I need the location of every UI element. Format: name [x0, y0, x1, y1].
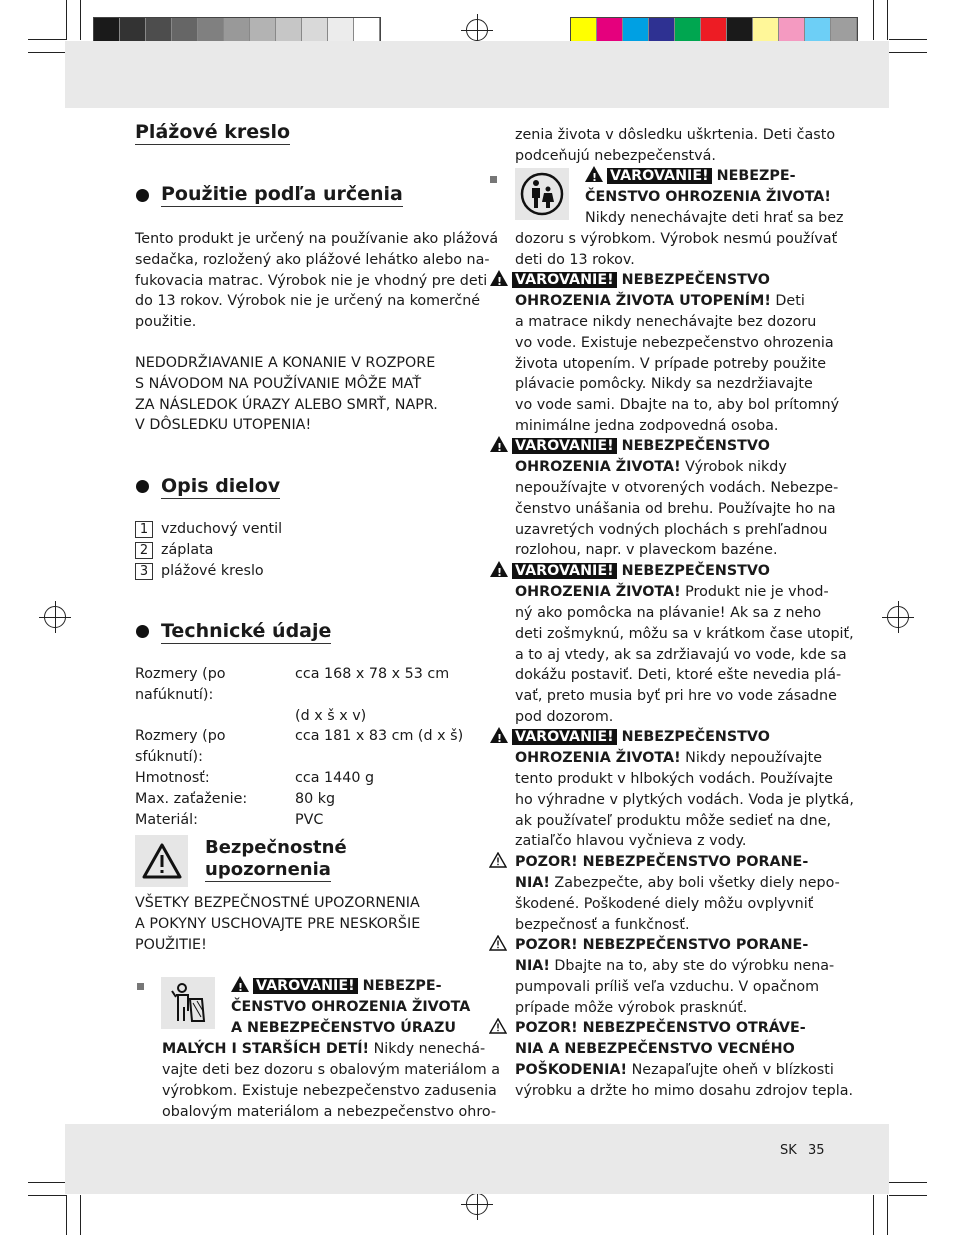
text-line: bezpečnosť a funkčnosť.	[515, 916, 690, 933]
caution-emph: NIA!	[515, 958, 550, 974]
text-line: ný ako pomôcka na plávanie! Ak sa z neho	[515, 605, 822, 621]
caution-body: Zabezpečte, aby boli všetky diely nepo-	[549, 875, 840, 891]
text-line: pumpovali príliš veľa vzduchu. V opačnom	[515, 979, 820, 995]
warning-text: NEBEZPE-	[362, 978, 442, 994]
warning-body	[515, 229, 837, 271]
list-item	[135, 561, 282, 582]
crop-mark	[887, 1195, 888, 1235]
text-line: zatiaľčo hlavou vyčnieva z vody.	[515, 833, 747, 850]
text-line: fukovacia matrac. Výrobok nie je vhodný pre deti	[135, 272, 488, 289]
crop-mark	[889, 39, 927, 40]
text-line: života utopením. V prípade potreby použite	[515, 355, 827, 372]
list-item	[135, 519, 282, 540]
warning-body	[515, 769, 854, 852]
warning-body	[515, 603, 854, 728]
caution-body	[515, 894, 813, 936]
tech-value: cca 1440 g	[295, 769, 375, 786]
crop-mark	[873, 1195, 874, 1235]
part-number: 1	[135, 521, 153, 538]
section-title-parts: Opis dielov	[161, 475, 281, 497]
safety-title-line: Bezpečnostné	[205, 837, 347, 858]
registration-mark-icon	[466, 1193, 488, 1215]
caution-body	[515, 977, 819, 1019]
color-swatch	[571, 18, 597, 42]
tech-key: Materiál:	[135, 811, 198, 828]
color-swatch	[224, 18, 250, 42]
warning-tag: VAROVANIE!	[512, 272, 617, 288]
warning-triangle-icon	[490, 436, 508, 452]
crop-mark	[28, 52, 66, 53]
warning-triangle-icon	[585, 166, 603, 182]
tech-value: cca 168 x 78 x 53 cm	[295, 666, 450, 682]
text-line: S NÁVODOM NA POUŽÍVANIE MÔŽE MAŤ	[135, 375, 422, 392]
table-row	[135, 789, 463, 810]
list-item	[135, 540, 282, 561]
warning-text: ČENSTVO OHROZENIA ŽIVOTA	[231, 999, 471, 1015]
text-line: sedačka, rozložený ako plážové lehátko alebo na-	[135, 251, 490, 268]
warning-body	[515, 312, 839, 437]
usage-paragraph	[135, 229, 498, 333]
tech-value: 80 kg	[295, 790, 336, 807]
color-swatch	[250, 18, 276, 42]
crop-mark	[66, 1195, 67, 1235]
text-line: tento produkt v hlbokých vodách. Používajte	[515, 771, 833, 787]
crop-mark	[889, 52, 927, 53]
color-swatch	[328, 18, 354, 42]
caution-text	[515, 873, 840, 894]
crop-mark	[28, 39, 66, 40]
color-calibration-bar	[570, 17, 858, 43]
caution-text	[515, 1060, 834, 1081]
crop-mark	[28, 1182, 66, 1183]
text-line: pod dozorom.	[515, 708, 614, 725]
list-square-icon	[490, 176, 497, 183]
text-line: výrobkom. Existuje nebezpečenstvo zadusenia	[162, 1082, 497, 1099]
color-swatch	[597, 18, 623, 42]
caution-triangle-icon	[489, 935, 507, 955]
table-row	[135, 664, 463, 706]
color-swatch	[831, 18, 857, 42]
warning-text: NEBEZPE-	[716, 168, 796, 184]
color-swatch	[727, 18, 753, 42]
color-swatch	[623, 18, 649, 42]
text-line: vo vode sami. Dbajte na to, aby bol prítomný	[515, 397, 840, 414]
tech-table	[135, 664, 463, 830]
warning-text	[162, 1039, 485, 1060]
color-swatch	[198, 18, 224, 42]
supervision-icon	[515, 168, 569, 220]
crop-mark	[80, 0, 81, 40]
warning-1-head	[231, 976, 442, 997]
crop-mark	[873, 0, 874, 40]
warning-4-head	[490, 436, 770, 457]
warning-2-head	[585, 166, 796, 187]
warning-triangle-icon	[490, 561, 508, 577]
color-swatch	[805, 18, 831, 42]
table-row	[135, 810, 463, 831]
text-line: VŠETKY BEZPEČNOSTNÉ UPOZORNENIA	[135, 895, 420, 911]
caution-body: Dbajte na to, aby ste do výrobku nena-	[549, 958, 835, 974]
text-line: nepoužívajte v otvorených vodách. Nebezpe-	[515, 480, 839, 496]
text-line: čenstvo unášania od brehu. Používajte ho na	[515, 500, 836, 517]
text-line: dozoru s výrobkom. Výrobok nesmú používať	[515, 231, 838, 247]
caution-body: Nezapaľujte oheň v blízkosti	[627, 1062, 834, 1078]
caution-text: POZOR! NEBEZPEČENSTVO PORANE-	[515, 854, 809, 870]
tech-key	[135, 706, 295, 727]
warning-emph: OHROZENIA ŽIVOTA UTOPENÍM!	[515, 293, 771, 309]
warning-tag: VAROVANIE!	[253, 978, 358, 994]
registration-mark-icon	[44, 606, 66, 628]
warning-body: Produkt nie je vhod-	[680, 584, 829, 600]
text-line: do 13 rokov. Výrobok nie je určený na komerčné	[135, 293, 481, 310]
part-label: vzduchový ventil	[161, 521, 283, 538]
warning-tag: VAROVANIE!	[512, 438, 617, 454]
warning-emph: MALÝCH I STARŠÍCH DETÍ!	[162, 1041, 370, 1057]
parts-list	[135, 519, 282, 582]
registration-mark-icon	[887, 606, 909, 628]
tech-key: Rozmery (po nafúknutí):	[135, 666, 226, 703]
text-line: deti zošmyknú, môžu sa v krátkom čase utopiť,	[515, 625, 854, 642]
caution-body	[515, 1081, 853, 1102]
color-swatch	[675, 18, 701, 42]
warning-body	[162, 1060, 500, 1122]
text-line: ZA NÁSLEDOK ÚRAZY ALEBO SMRŤ, NAPR.	[135, 396, 438, 413]
warning-body: Deti	[770, 293, 805, 309]
warning-text	[515, 582, 829, 603]
caution-text: NIA A NEBEZPEČENSTVO VECNÉHO	[515, 1041, 795, 1057]
gray-calibration-bar	[93, 17, 381, 43]
text-line: a to aj vtedy, ak sa zdržiavajú vo vode, kde sa	[515, 646, 847, 663]
warning-triangle-icon	[490, 727, 508, 743]
section-title-safety	[205, 837, 347, 882]
text-line: ho výhradne v plytkých vodách. Voda je plytká,	[515, 791, 854, 808]
tech-key: Max. zaťaženie:	[135, 790, 248, 807]
crop-mark	[889, 1195, 927, 1196]
section-title-usage: Použitie podľa určenia	[161, 183, 403, 205]
warning-6-head	[490, 727, 770, 748]
warning-emph: OHROZENIA ŽIVOTA!	[515, 459, 681, 475]
color-swatch	[146, 18, 172, 42]
text-line: rozlohou, napr. v plaveckom bazéne.	[515, 542, 778, 559]
warning-body: Nikdy nenechá-	[369, 1041, 486, 1057]
color-swatch	[354, 18, 380, 42]
crop-mark	[28, 1195, 66, 1196]
tech-value: cca 181 x 83 cm (d x š)	[295, 728, 464, 745]
color-swatch	[753, 18, 779, 42]
warning-body: Nikdy nepoužívajte	[680, 750, 823, 766]
section-bullet	[136, 480, 149, 493]
child-packaging-icon	[161, 977, 215, 1029]
header-band	[65, 41, 889, 108]
warning-text	[515, 457, 787, 478]
warning-text: NEBEZPEČENSTVO	[621, 563, 770, 579]
crop-mark	[66, 0, 67, 40]
warning-text: NEBEZPEČENSTVO	[621, 272, 770, 288]
warning-text: ČENSTVO OHROZENIA ŽIVOTA!	[585, 189, 831, 205]
caution-text	[515, 956, 834, 977]
text-line: vať, preto musia byť pri hre vo vode zásadne	[515, 688, 837, 705]
text-line: minimálne jedna zodpovedná osoba.	[515, 417, 779, 434]
text-line: NEDODRŽIAVANIE A KONANIE V ROZPORE	[135, 355, 436, 371]
caution-text: POZOR! NEBEZPEČENSTVO OTRÁVE-	[515, 1020, 806, 1036]
registration-mark-icon	[466, 19, 488, 41]
part-label: záplata	[161, 542, 214, 559]
text-line: uzavretých vodných plochách s prehľadnou	[515, 521, 828, 538]
warning-body	[515, 125, 835, 167]
warning-text: NEBEZPEČENSTVO	[621, 438, 770, 454]
warning-triangle-icon	[231, 976, 249, 992]
text-line: škodené. Poškodené diely môžu ovplyvniť	[515, 896, 814, 912]
warning-tag: VAROVANIE!	[607, 168, 712, 184]
warning-text	[515, 291, 805, 312]
text-line: plávacie pomôcky. Nikdy sa nezdržiavajte	[515, 376, 813, 393]
text-line: výrobku a držte ho mimo dosahu zdrojov tepla.	[515, 1083, 854, 1099]
caution-emph: POŠKODENIA!	[515, 1062, 628, 1078]
text-line: vajte deti bez dozoru s obalovým materiálom a	[162, 1062, 500, 1078]
crop-mark	[889, 1182, 927, 1183]
text-line: ak používateľ produktu môže sedieť na dne,	[515, 812, 832, 829]
page-title: Plážové kreslo	[135, 121, 291, 143]
warning-triangle-icon	[490, 270, 508, 286]
safety-title-line: upozornenia	[205, 859, 331, 880]
section-bullet	[136, 625, 149, 638]
part-number: 2	[135, 542, 153, 559]
warning-text	[515, 748, 822, 769]
warning-body: Nikdy nenechávajte deti hrať sa bez	[585, 210, 844, 226]
caution-text: POZOR! NEBEZPEČENSTVO PORANE-	[515, 937, 809, 953]
color-swatch	[779, 18, 805, 42]
warning-text: NEBEZPEČENSTVO	[621, 729, 770, 745]
tech-key: Hmotnosť:	[135, 769, 210, 786]
table-row	[135, 726, 463, 768]
caution-triangle-icon	[489, 1018, 507, 1038]
text-line: a matrace nikdy nenechávajte bez dozoru	[515, 314, 817, 330]
language-code: SK	[780, 1143, 797, 1158]
part-number: 3	[135, 563, 153, 580]
color-swatch	[120, 18, 146, 42]
warning-emph: OHROZENIA ŽIVOTA!	[515, 750, 681, 766]
footer-band	[65, 1124, 889, 1194]
section-bullet	[136, 189, 149, 202]
text-line: Tento produkt je určený na používanie ako plážová	[135, 231, 499, 247]
warning-tag: VAROVANIE!	[512, 729, 617, 745]
color-swatch	[302, 18, 328, 42]
tech-value: (d x š x v)	[295, 707, 367, 724]
text-line: použitie.	[135, 314, 197, 331]
text-line: dokážu postaviť. Deti, ktoré ešte nevedia plá-	[515, 667, 842, 684]
warning-body	[515, 478, 838, 561]
color-swatch	[94, 18, 120, 42]
text-line: V DÔSLEDKU UTOPENIA!	[135, 417, 312, 434]
crop-mark	[887, 0, 888, 40]
warning-5-head	[490, 561, 770, 582]
part-label: plážové kreslo	[161, 563, 264, 580]
tech-value: PVC	[295, 811, 324, 828]
warning-text: A NEBEZPEČENSTVO ÚRAZU	[231, 1020, 456, 1036]
caution-emph: NIA!	[515, 875, 550, 891]
warning-emph: OHROZENIA ŽIVOTA!	[515, 584, 681, 600]
usage-warning-paragraph	[135, 353, 438, 436]
section-title-tech: Technické údaje	[161, 620, 332, 642]
warning-tag: VAROVANIE!	[512, 563, 617, 579]
tech-key: Rozmery (po sfúknutí):	[135, 728, 226, 766]
text-line: POUŽITIE!	[135, 936, 207, 953]
crop-mark	[80, 1195, 81, 1235]
color-swatch	[701, 18, 727, 42]
color-swatch	[172, 18, 198, 42]
table-row	[135, 768, 463, 789]
safety-warning-icon	[135, 835, 188, 887]
warning-body: Výrobok nikdy	[680, 459, 787, 475]
text-line: deti do 13 rokov.	[515, 251, 635, 268]
text-line: zenia života v dôsledku uškrtenia. Deti často	[515, 127, 836, 143]
safety-intro	[135, 893, 420, 955]
text-line: vo vode. Existuje nebezpečenstvo ohrozenia	[515, 334, 834, 351]
list-square-icon	[137, 983, 144, 990]
warning-3-head	[490, 270, 770, 291]
color-swatch	[649, 18, 675, 42]
table-row	[135, 706, 463, 727]
color-swatch	[276, 18, 302, 42]
text-line: A POKYNY USCHOVAJTE PRE NESKORŠIE	[135, 915, 421, 932]
text-line: obalovým materiálom a nebezpečenstvo ohro-	[162, 1103, 497, 1120]
page-number: 35	[808, 1143, 825, 1158]
text-line: podceňujú nebezpečenstvá.	[515, 147, 716, 164]
caution-triangle-icon	[489, 852, 507, 872]
text-line: prípade môže výrobok prasknúť.	[515, 999, 748, 1016]
